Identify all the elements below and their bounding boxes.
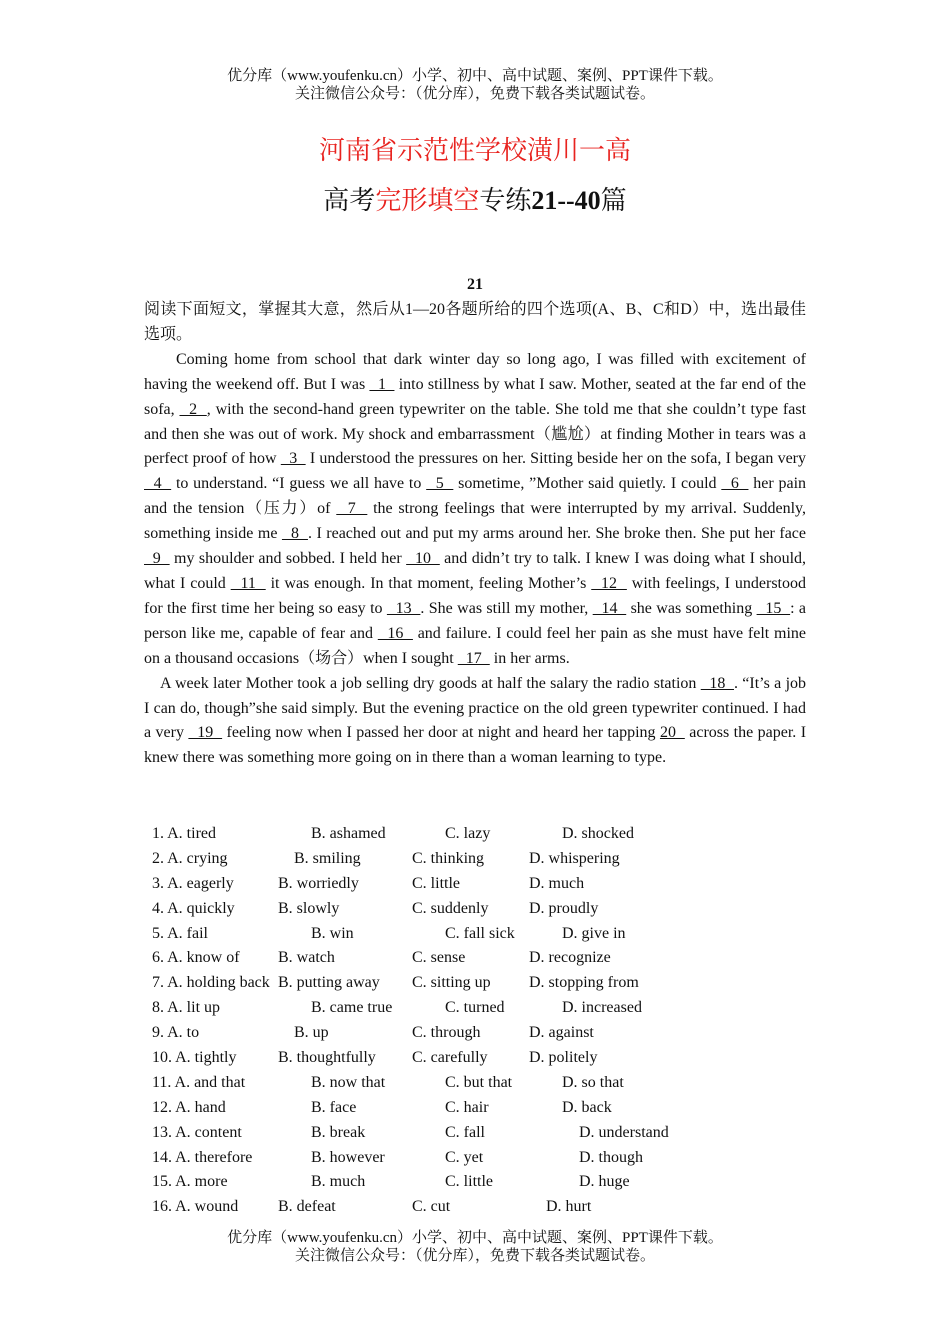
header-banner [0,67,950,103]
option-c: C. fall sick [445,924,515,942]
question-row [152,1195,812,1220]
option-d: D. though [579,1148,643,1166]
option-b: B. came true [311,999,393,1017]
text-segment: feeling now when I passed her door at night and heard her tapping [222,724,660,742]
option-c: C. turned [445,999,505,1017]
blank-11: 11 [230,574,266,592]
question-row [152,1146,812,1171]
header-line-2: 关注微信公众号：（优分库），免费下载各类试题试卷。 [294,86,655,102]
question-row [152,847,812,872]
blank-10: 10 [406,550,440,568]
option-c: C. but that [445,1073,513,1091]
blank-3: 3 [280,450,306,468]
option-d: D. proudly [529,899,599,917]
option-b: B. however [311,1148,385,1166]
option-d: D. understand [579,1123,669,1141]
blank-18: 18 [700,674,734,692]
section-number: 21 [467,276,483,293]
option-b: B. now that [311,1073,386,1091]
option-a: 6. A. know of [152,949,240,967]
blank-15: 15 [756,599,791,617]
option-c: C. through [412,1024,481,1042]
title-part-2: 完形填空 [375,186,480,215]
text-segment: and failure. I could feel her pain as she must have felt mine on a thousand occasions（场合）when I sought [144,624,807,667]
question-row [152,971,812,996]
option-b: B. break [311,1123,366,1141]
passage-paragraph-2 [144,672,806,772]
blank-1: 1 [369,375,395,393]
passage-paragraph-1 [144,348,806,672]
option-d: D. whispering [529,849,620,867]
option-b: B. worriedly [278,874,359,892]
text-segment: the strong feelings that were interrupted by my arrival. Suddenly, something inside me [144,500,806,543]
question-row [152,1096,812,1121]
option-b: B. defeat [278,1198,336,1216]
option-b: B. watch [278,949,335,967]
text-segment: I understood the pressures on her. Sitting beside her on the sofa, I began very [305,450,807,468]
option-a: 8. A. lit up [152,999,221,1017]
text-segment: she was something [626,599,757,617]
option-b: B. thoughtfully [278,1049,376,1067]
question-row [152,946,812,971]
text-segment: it was enough. In that moment, feeling Mother’s [265,574,592,592]
option-a: 2. A. crying [152,849,228,867]
option-d: D. increased [562,999,642,1017]
option-a: 14. A. therefore [152,1148,253,1166]
option-a: 9. A. to [152,1024,200,1042]
option-a: 16. A. wound [152,1198,239,1216]
text-segment: and didn’t try to talk. I knew I was doing what I should, what I could [144,550,807,592]
blank-13: 13 [386,599,421,617]
option-b: B. smiling [294,849,361,867]
text-segment: . “It’s a job I can do, though”she said simply. But the evening practice on the old green typewriter continued. I had a very [144,674,807,742]
blank-12: 12 [591,574,627,592]
header-line-1: 优分库（www.youfenku.cn）小学、初中、高中试题、案例、PPT课件下载。 [227,68,723,84]
passage-content [144,298,806,771]
footer-line-1: 优分库（www.youfenku.cn）小学、初中、高中试题、案例、PPT课件下载。 [227,1230,723,1246]
option-c: C. yet [445,1148,484,1166]
blank-17: 17 [457,649,490,667]
title-part-4: 21--40 [531,186,601,215]
option-c: C. sense [412,949,466,967]
option-a: 4. A. quickly [152,899,235,917]
option-d: D. back [562,1098,612,1116]
footer-banner [0,1229,950,1265]
blank-20: 20 [659,724,685,742]
blank-19: 19 [188,724,223,742]
question-row [152,996,812,1021]
option-d: D. much [529,874,585,892]
question-row [152,1121,812,1146]
option-a: 15. A. more [152,1173,228,1191]
title-part-1: 高考 [323,186,376,215]
option-b: B. slowly [278,899,340,917]
option-b: B. putting away [278,974,380,992]
option-c: C. little [412,874,460,892]
question-row [152,897,812,922]
text-segment: her pain and the tension（压力）of [144,475,807,518]
text-segment: to understand. “I guess we all have to [171,475,427,493]
blank-7: 7 [336,500,368,518]
option-c: C. lazy [445,825,491,842]
instructions: 阅读下面短文，掌握其大意，然后从1—20各题所给的四个选项(A、B、C和D）中，选出最佳选项。 [144,301,806,343]
question-options [152,822,812,1220]
option-a: 7. A. holding back [152,974,270,992]
question-row [152,822,812,847]
blank-16: 16 [377,624,413,642]
option-c: C. thinking [412,849,485,867]
option-a: 12. A. hand [152,1098,226,1116]
document-title [0,180,950,217]
option-d: D. against [529,1024,594,1042]
option-d: D. hurt [546,1198,592,1216]
blank-2: 2 [179,400,207,418]
blank-5: 5 [426,475,454,493]
option-c: C. suddenly [412,899,489,917]
text-segment: with feelings, I understood for the first time her being so easy to [144,574,806,617]
question-row [152,1046,812,1071]
option-a: 3. A. eagerly [152,874,234,892]
text-segment: : a person like me, capable of fear and [144,599,807,642]
text-segment: in her arms. [489,649,570,667]
option-c: C. fall [445,1123,485,1141]
question-row [152,1021,812,1046]
question-row [152,872,812,897]
option-d: D. shocked [562,825,634,842]
text-segment: sometime, ”Mother said quietly. I could [453,475,722,493]
text-segment: A week later Mother took a job selling dry goods at half the salary the radio station [160,674,701,692]
question-row [152,922,812,947]
option-a: 10. A. tightly [152,1049,237,1067]
option-c: C. cut [412,1198,451,1216]
text-segment: into stillness by what I saw. Mother, seated at the far end of the sofa, [144,375,806,418]
option-d: D. politely [529,1049,598,1067]
option-c: C. little [445,1173,493,1191]
text-segment: . I reached out and put my arms around her. She broke then. She put her face [307,525,806,543]
blank-8: 8 [281,525,308,543]
text-segment: my shoulder and sobbed. I held her [169,550,407,568]
option-b: B. face [311,1098,357,1116]
blank-14: 14 [592,599,627,617]
option-b: B. ashamed [311,825,386,842]
option-d: D. huge [579,1173,630,1191]
option-a: 11. A. and that [152,1073,246,1091]
option-b: B. up [294,1024,329,1042]
blank-9: 9 [144,550,170,568]
option-d: D. recognize [529,949,611,967]
question-row [152,1071,812,1096]
option-c: C. hair [445,1098,489,1116]
text-segment: Coming home from school that dark winter day so long ago, I was filled with excitement of having the weekend off. But I was [144,350,806,393]
blank-6: 6 [721,475,749,493]
title-part-5: 篇 [600,186,627,215]
school-title: 河南省示范性学校潢川一高 [318,136,631,165]
option-b: B. much [311,1173,366,1191]
option-d: D. so that [562,1073,624,1091]
question-row [152,1170,812,1195]
text-segment: , with the second-hand green typewriter on the table. She told me that she couldn’t type fast and then she was out of work. My shock and embarrassment（尴尬）at finding Mother in tears was a perfect proof of how [144,400,807,468]
option-d: D. give in [562,924,626,942]
blank-4: 4 [144,475,172,493]
option-a: 1. A. tired [152,825,216,842]
option-b: B. win [311,924,354,942]
text-segment: across the paper. I knew there was something more going on in there than a woman learning to type. [144,724,807,767]
option-d: D. stopping from [529,974,639,992]
text-segment: . She was still my mother, [420,599,593,617]
option-a: 5. A. fail [152,924,208,942]
option-c: C. carefully [412,1049,488,1067]
option-c: C. sitting up [412,974,491,992]
footer-line-2: 关注微信公众号：（优分库），免费下载各类试题试卷。 [294,1248,655,1264]
title-part-3: 专练 [479,186,532,215]
option-a: 13. A. content [152,1123,242,1141]
